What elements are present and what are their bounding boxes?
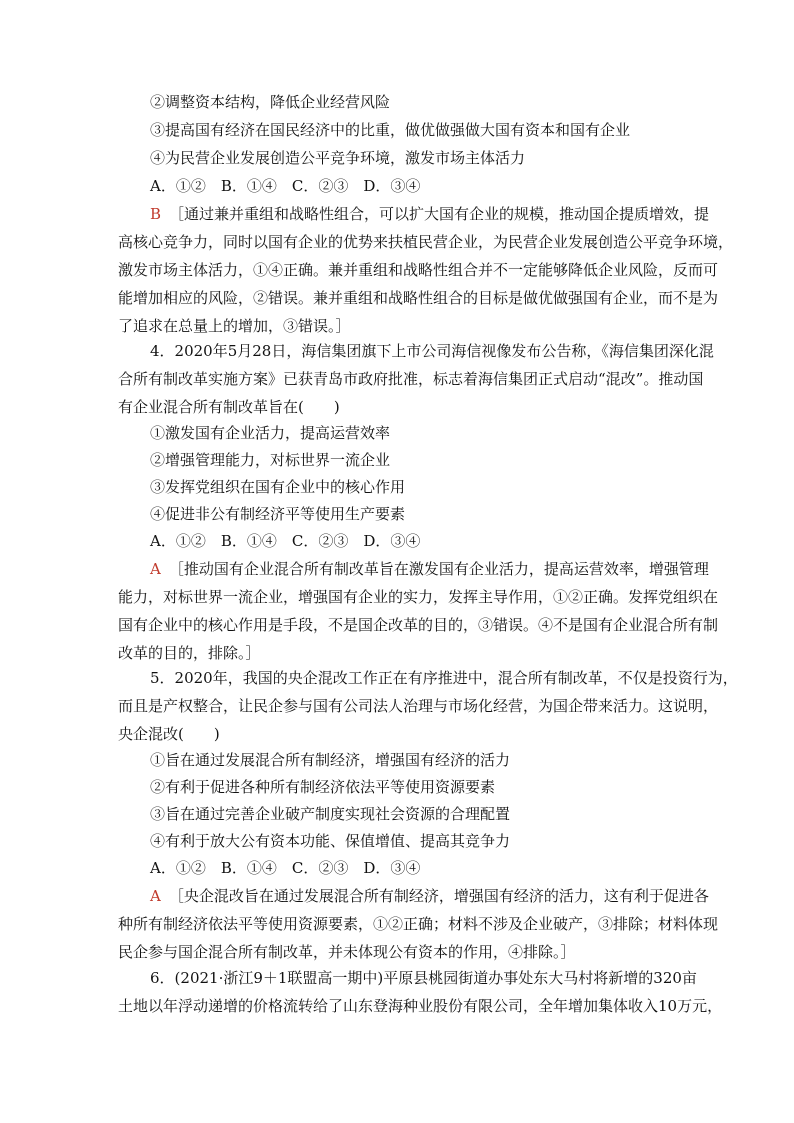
q3-answer-letter: B xyxy=(150,205,162,223)
q5-option-1: ①旨在通过发展混合所有制经济，增强国有经济的活力 xyxy=(150,751,511,769)
q4-option-4: ④促进非公有制经济平等使用生产要素 xyxy=(150,505,406,523)
q4-stem-line-3: 有企业混合所有制改革旨在( ) xyxy=(118,398,340,416)
q4-explanation-text-1: ［推动国有企业混合所有制改革旨在激发国有企业活力，提高运营效率，增强管理 xyxy=(168,560,709,578)
q3-explanation-line-5: 了追求在总量上的增加，③错误。］ xyxy=(118,317,351,335)
q5-option-2: ②有利于促进各种所有制经济依法平等使用资源要素 xyxy=(150,778,496,796)
q4-stem-line-1: 4．2020年5月28日，海信集团旗下上市公司海信视像发布公告称，《海信集团深化混 xyxy=(150,342,714,360)
q4-option-1: ①激发国有企业活力，提高运营效率 xyxy=(150,424,391,442)
q4-explanation-line-4: 改革的目的，排除。］ xyxy=(118,644,261,662)
q5-stem-line-1: 5．2020年，我国的央企混改工作正在有序推进中，混合所有制改革，不仅是投资行为， xyxy=(150,669,738,687)
q5-explanation-line-3: 民企参与国企混合所有制改革，并未体现公有资本的作用，④排除。］ xyxy=(118,943,576,961)
q3-option-4: ④为民营企业发展创造公平竞争环境，激发市场主体活力 xyxy=(150,149,526,167)
q3-option-2: ②调整资本结构，降低企业经营风险 xyxy=(150,93,391,111)
q5-explanation-line-2: 种所有制经济依法平等使用资源要素，①②正确；材料不涉及企业破产，③排除；材料体现 xyxy=(118,915,719,933)
q4-option-3: ③发挥党组织在国有企业中的核心作用 xyxy=(150,478,406,496)
q5-option-4: ④有利于放大公有资本功能、保值增值、提高其竞争力 xyxy=(150,832,511,850)
q3-option-3: ③提高国有经济在国民经济中的比重，做优做强做大国有资本和国有企业 xyxy=(150,121,631,139)
q4-choices: A．①② B．①④ C．②③ D．③④ xyxy=(150,532,421,550)
q4-explanation-line-2: 能力，对标世界一流企业，增强国有企业的实力，发挥主导作用，①②正确。发挥党组织在 xyxy=(118,588,719,606)
q5-choices: A．①② B．①④ C．②③ D．③④ xyxy=(150,859,421,877)
q5-explanation-text-1: ［央企混改旨在通过发展混合所有制经济，增强国有经济的活力，这有利于促进各 xyxy=(168,887,709,905)
q3-explanation-text-1: ［通过兼并重组和战略性组合，可以扩大国有企业的规模，推动国企提质增效，提 xyxy=(169,205,710,223)
q5-stem-line-3: 央企混改( ) xyxy=(118,725,220,743)
q4-explanation-line-1 xyxy=(150,556,709,583)
q4-answer-letter: A xyxy=(150,560,161,578)
q5-stem-line-2: 而且是产权整合，让民企参与国有公司法人治理与市场化经营，为国企带来活力。这说明， xyxy=(118,697,719,715)
q5-explanation-line-1 xyxy=(150,883,709,910)
q6-stem-line-2: 土地以年浮动递增的价格流转给了山东登海种业股份有限公司，全年增加集体收入10万元， xyxy=(118,997,723,1015)
q4-stem-line-2: 合所有制改革实施方案》已获青岛市政府批准，标志着海信集团正式启动“混改”。推动国 xyxy=(118,370,704,388)
q4-explanation-line-3: 国有企业中的核心作用是手段，不是国企改革的目的，③错误。④不是国有企业混合所有制 xyxy=(118,616,719,634)
q6-stem-line-1: 6．(2021·浙江9＋1联盟高一期中)平原县桃园街道办事处东大马村将新增的320亩 xyxy=(150,969,697,987)
q3-explanation-line-3: 激发市场主体活力，①④正确。兼并重组和战略性组合并不一定能够降低企业风险，反而可 xyxy=(118,261,719,279)
q4-option-2: ②增强管理能力，对标世界一流企业 xyxy=(150,451,391,469)
q3-explanation-line-1 xyxy=(150,201,709,228)
q3-explanation-line-2: 高核心竞争力，同时以国有企业的优势来扶植民营企业，为民营企业发展创造公平竞争环境， xyxy=(118,233,734,251)
q3-explanation-line-4: 能增加相应的风险，②错误。兼并重组和战略性组合的目标是做优做强国有企业，而不是为 xyxy=(118,289,719,307)
q5-option-3: ③旨在通过完善企业破产制度实现社会资源的合理配置 xyxy=(150,805,511,823)
q3-choices: A．①② B．①④ C．②③ D．③④ xyxy=(150,177,421,195)
q5-answer-letter: A xyxy=(150,887,161,905)
